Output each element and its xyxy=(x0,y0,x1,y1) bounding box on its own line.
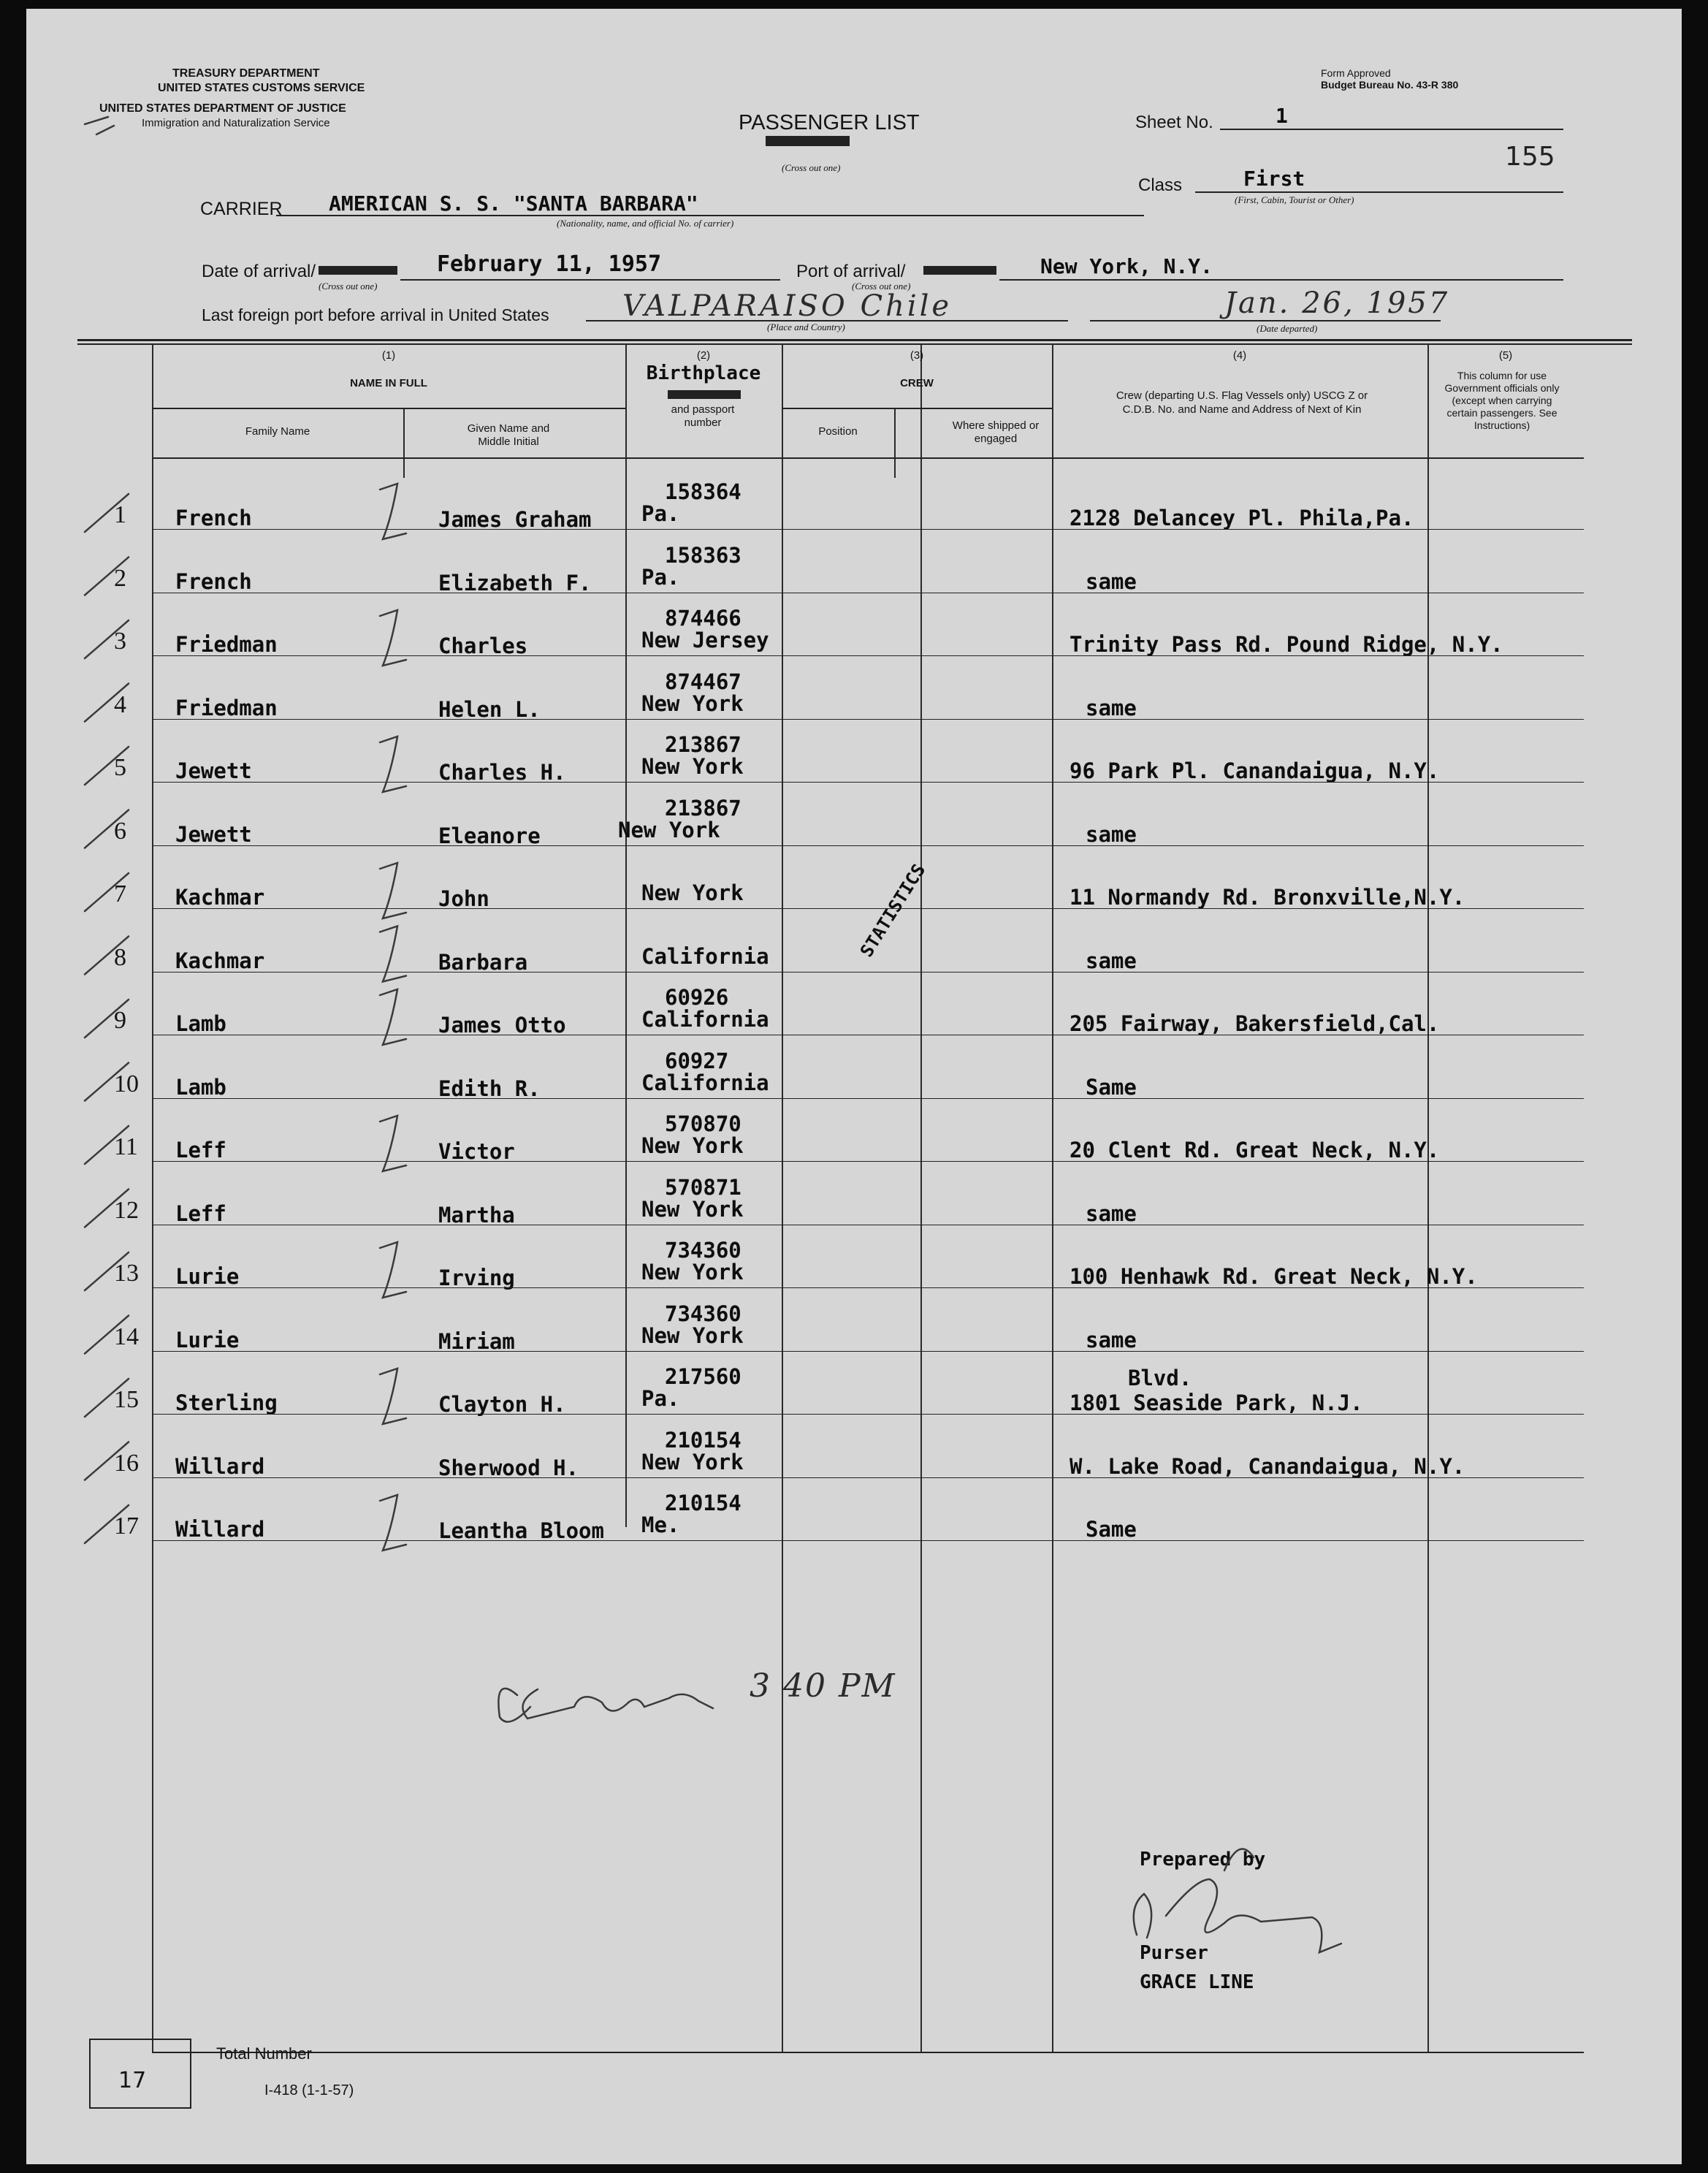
passport-number: 158364 xyxy=(665,479,741,504)
grace-line: GRACE LINE xyxy=(1140,1971,1254,1993)
row-check-mark xyxy=(85,1379,129,1417)
sheet-number: 1 xyxy=(1276,104,1288,128)
passport-number: 874466 xyxy=(665,606,741,631)
checker-tick xyxy=(380,1116,406,1171)
family-name: French xyxy=(175,568,252,594)
birthplace: Pa. xyxy=(641,501,680,526)
next-of-kin-address: same xyxy=(1086,568,1137,594)
passport-number: 60926 xyxy=(665,985,729,1010)
handwritten-time: 3 40 PM xyxy=(750,1667,896,1705)
row-check-mark xyxy=(85,1505,129,1543)
family-name: French xyxy=(175,506,252,530)
immigration-service: Immigration and Naturalization Service xyxy=(142,117,330,129)
sheet-label: Sheet No. xyxy=(1135,113,1213,132)
row-number: 6 xyxy=(114,817,126,845)
passport-number: 158363 xyxy=(665,542,741,568)
col5-number: (5) xyxy=(1498,349,1513,362)
next-of-kin-address: Same xyxy=(1086,1517,1137,1542)
address-note: Blvd. xyxy=(1128,1366,1192,1390)
last-port-label: Last foreign port before arrival in United States xyxy=(202,305,549,324)
customs-signature xyxy=(498,1689,713,1722)
col5-title: This column for use Government officials only (except when carrying certain passengers. See Instructions) xyxy=(1444,370,1560,431)
birthplace: California xyxy=(641,943,769,969)
row-number: 5 xyxy=(114,754,126,781)
next-of-kin-address: 1801 Seaside Park, N.J. xyxy=(1070,1390,1363,1415)
birthplace: California xyxy=(641,1007,769,1032)
given-name: Martha xyxy=(438,1202,515,1228)
next-of-kin-address: 20 Clent Rd. Great Neck, N.Y. xyxy=(1070,1138,1440,1162)
given-name: Irving xyxy=(438,1266,515,1290)
passport-number: 570870 xyxy=(665,1111,741,1136)
birthplace: California xyxy=(641,1070,769,1095)
total-label: Total Number xyxy=(216,2044,312,2063)
next-of-kin-address: same xyxy=(1086,821,1137,847)
row-check-mark xyxy=(85,1000,129,1038)
col1-title: NAME IN FULL xyxy=(350,377,427,389)
next-of-kin-address: 96 Park Pl. Canandaigua, N.Y. xyxy=(1070,758,1440,783)
row-check-mark xyxy=(85,684,129,722)
passenger-list-sheet: TREASURY DEPARTMENT UNITED STATES CUSTOMS SERVICE UNITED STATES DEPARTMENT OF JUSTICE Immigration and Naturalization Service Form Approved Budget Bureau No. 43-R 380 PASSENGER LIST (Cross out one) Sheet No. 1 155 Class First (First, Cabin, Tourist or Other) CARRIER AMERICAN S. S. "SANTA BARBARA" (Nationality, name, and official No. of carrier) Date of arrival/ February 11, 1957 (Cross out one) Port of arrival/ New York, N.Y. (Cross out one) Last foreign port before arrival in United States VALPARAISO Chile (Place and Country) Jan. 26, 1957 (Date departed) (1) NAME IN FULL Family Name Given Name and Middle Initial (2) Birthplace and passport number (3) CREW Position Where shipped or engaged (4) Crew (departing U.S. Flag Vessels only) USCG Z or C.D.B. No. and Name and Address of Next of Kin (5) This column for use Government officials only (except when carrying certain passengers. See Instructions) 1 French James Graham 158364 Pa. 2128 Delancey Pl. Phila,Pa. 2 French Elizabeth F. 158363 Pa. same 3 Friedman Charles 874466 New Jersey Trinity Pass Rd. Pound Ridge, N.Y. 4 Friedman Helen L. 874467 New York same 5 Jewett Charles H. 213867 New York 96 Park Pl. Canandaigua, N.Y. 6 Jewett Eleanore 213867 New York same 7 Kachmar John New York 11 Normandy Rd. Bronxville,N.Y. 8 Kachmar Barbara California same 9 Lamb James Otto 60926 California 205 Fairway, Bakersfield,Cal. 10 Lamb Edith R. 60927 California Same 11 Leff Victor 570870 New York 20 Clent Rd. Great Neck, N.Y. 12 Leff Martha 570871 New York same 13 Lurie Irving 734360 New York 100 Henhawk Rd. Great Neck, N.Y. 14 Lurie Miriam 734360 New York same 15 Sterling Clayton H. 217560 Pa. 1801 Seaside Park, N.J. Blvd. 16 Willard Sherwood H. 210154 New York W. Lake Road, Canandaigua, N.Y. 17 Willard Leantha Bloom 210154 Me. Same STATISTICS 3 40 PM Prepared by Purser GRACE LINE 17 Total Number I-418 (1-1-57) xyxy=(26,9,1682,2164)
position-header: Position xyxy=(818,425,858,438)
col2-number: (2) xyxy=(696,349,711,362)
row-number: 9 xyxy=(114,1007,126,1034)
birthplace: Me. xyxy=(641,1512,680,1537)
row-number: 7 xyxy=(114,880,126,907)
family-name: Lamb xyxy=(175,1011,226,1036)
given-name: Charles xyxy=(438,633,528,658)
row-number: 10 xyxy=(114,1070,139,1097)
checker-tick xyxy=(380,1495,406,1550)
passport-number: 213867 xyxy=(665,795,741,821)
family-name: Lurie xyxy=(175,1264,240,1289)
col2-subtitle: and passport number xyxy=(671,403,735,429)
col3-number: (3) xyxy=(910,349,924,362)
row-number: 3 xyxy=(114,628,126,655)
family-name: Willard xyxy=(175,1517,265,1542)
family-name: Kachmar xyxy=(175,948,265,973)
row-number: 16 xyxy=(114,1449,139,1477)
col4-number: (4) xyxy=(1232,349,1247,362)
row-number: 1 xyxy=(114,501,126,528)
next-of-kin-address: Same xyxy=(1086,1074,1137,1100)
row-number: 8 xyxy=(114,943,126,971)
checker-tick xyxy=(380,1242,406,1298)
checker-tick xyxy=(380,484,406,539)
row-check-mark xyxy=(85,810,129,848)
col3-title: CREW xyxy=(900,377,934,389)
row-check-mark xyxy=(85,1252,129,1290)
family-name: Sterling xyxy=(175,1390,278,1415)
col4-title: Crew (departing U.S. Flag Vessels only) USCG Z or C.D.B. No. and Name and Address of Next of Kin xyxy=(1116,389,1368,416)
row-number: 13 xyxy=(114,1260,139,1287)
birthplace: New York xyxy=(641,1449,744,1474)
row-check-mark xyxy=(85,1063,129,1101)
row-check-mark xyxy=(85,873,129,911)
class-value: First xyxy=(1243,167,1305,191)
checker-tick xyxy=(380,610,406,666)
carrier-hint: (Nationality, name, and official No. of carrier) xyxy=(557,218,734,229)
row-number: 11 xyxy=(114,1133,138,1160)
row-check-mark xyxy=(85,1126,129,1164)
family-name: Lamb xyxy=(175,1074,226,1100)
birthplace: New York xyxy=(641,754,744,779)
family-name-header: Family Name xyxy=(245,425,310,438)
passport-number: 210154 xyxy=(665,1427,741,1453)
class-label: Class xyxy=(1138,175,1183,195)
given-name: John xyxy=(438,886,489,911)
given-name: Victor xyxy=(438,1139,515,1164)
checker-tick xyxy=(380,1369,406,1424)
row-number: 15 xyxy=(114,1386,139,1413)
row-number: 12 xyxy=(114,1196,139,1224)
class-hint: (First, Cabin, Tourist or Other) xyxy=(1235,194,1354,205)
purser-signature xyxy=(1134,1849,1341,1952)
date-of-arrival-label: Date of arrival/ xyxy=(202,262,316,281)
row-check-mark xyxy=(85,1442,129,1480)
treasury-department: TREASURY DEPARTMENT xyxy=(172,67,320,80)
family-name: Leff xyxy=(175,1138,226,1162)
family-name: Lurie xyxy=(175,1327,240,1352)
checker-tick xyxy=(380,737,406,792)
given-name: James Otto xyxy=(438,1013,566,1038)
cross-out-hint: (Cross out one) xyxy=(782,162,841,173)
birthplace: New York xyxy=(641,1133,744,1158)
birthplace: Pa. xyxy=(641,1386,680,1411)
carrier-label: CARRIER xyxy=(200,199,283,219)
row-check-mark xyxy=(85,937,129,975)
given-name: Leantha Bloom xyxy=(438,1518,604,1543)
row-number: 14 xyxy=(114,1323,139,1350)
checker-tick xyxy=(380,989,406,1045)
row-check-mark xyxy=(85,557,129,595)
department-of-justice: UNITED STATES DEPARTMENT OF JUSTICE xyxy=(99,102,346,115)
family-name: Leff xyxy=(175,1200,226,1226)
given-name: Eleanore xyxy=(438,823,541,848)
row-check-mark xyxy=(85,747,129,785)
row-check-mark xyxy=(85,494,129,532)
pen-marks xyxy=(26,9,1682,2164)
passport-number: 570871 xyxy=(665,1174,741,1200)
next-of-kin-address: same xyxy=(1086,1327,1137,1352)
date-departed-hint: (Date departed) xyxy=(1257,323,1318,334)
passport-number: 60927 xyxy=(665,1048,729,1073)
passport-number: 213867 xyxy=(665,732,741,757)
date-of-arrival: February 11, 1957 xyxy=(437,251,662,277)
place-hint: (Place and Country) xyxy=(767,321,845,332)
row-check-mark xyxy=(85,620,129,658)
passport-number: 217560 xyxy=(665,1364,741,1389)
birthplace: New York xyxy=(618,817,720,842)
family-name: Willard xyxy=(175,1453,265,1479)
row-number: 17 xyxy=(114,1512,139,1540)
next-of-kin-address: same xyxy=(1086,1200,1137,1226)
next-of-kin-address: 205 Fairway, Bakersfield,Cal. xyxy=(1070,1011,1440,1036)
passport-number: 210154 xyxy=(665,1491,741,1515)
next-of-kin-address: 11 Normandy Rd. Bronxville,N.Y. xyxy=(1070,885,1465,910)
form-code: I-418 (1-1-57) xyxy=(264,2082,354,2098)
given-name: Helen L. xyxy=(438,696,541,722)
family-name: Jewett xyxy=(175,821,252,847)
col1-number: (1) xyxy=(381,349,396,362)
budget-bureau: Budget Bureau No. 43-R 380 xyxy=(1321,79,1459,91)
total-value: 17 xyxy=(118,2068,147,2093)
given-name: Clayton H. xyxy=(438,1392,566,1417)
carrier-value: AMERICAN S. S. "SANTA BARBARA" xyxy=(329,191,698,216)
port-of-arrival-label: Port of arrival/ xyxy=(796,262,906,281)
family-name: Jewett xyxy=(175,758,252,783)
next-of-kin-address: 2128 Delancey Pl. Phila,Pa. xyxy=(1070,506,1414,530)
given-name: Barbara xyxy=(438,949,528,975)
given-name: Elizabeth F. xyxy=(438,570,592,595)
row-check-mark xyxy=(85,1316,129,1354)
passport-number: 734360 xyxy=(665,1238,741,1263)
birthplace: New York xyxy=(641,1196,744,1222)
checker-tick xyxy=(380,863,406,918)
given-name: Charles H. xyxy=(438,760,566,785)
given-name: Sherwood H. xyxy=(438,1455,579,1480)
given-name: Edith R. xyxy=(438,1076,541,1101)
margin-tick-marks xyxy=(85,117,114,134)
row-check-mark xyxy=(85,1190,129,1228)
row-number: 2 xyxy=(114,564,126,592)
birthplace: New York xyxy=(641,690,744,716)
birthplace: New York xyxy=(641,1260,744,1285)
next-of-kin-address: W. Lake Road, Canandaigua, N.Y. xyxy=(1070,1453,1465,1479)
passport-number: 874467 xyxy=(665,669,741,694)
customs-service: UNITED STATES CUSTOMS SERVICE xyxy=(158,82,365,94)
shipped-header: Where shipped or engaged xyxy=(952,419,1040,445)
birthplace: Pa. xyxy=(641,564,680,590)
purser-label: Purser xyxy=(1140,1942,1208,1964)
prepared-by: Prepared by xyxy=(1140,1849,1266,1871)
birthplace: New York xyxy=(641,880,744,905)
given-name: Miriam xyxy=(438,1328,515,1354)
next-of-kin-address: same xyxy=(1086,695,1137,720)
form-title: PASSENGER LIST xyxy=(739,111,920,134)
birthplace: New Jersey xyxy=(641,628,769,652)
family-name: Friedman xyxy=(175,695,278,720)
next-of-kin-address: 100 Henhawk Rd. Great Neck, N.Y. xyxy=(1070,1264,1478,1289)
form-approved: Form Approved xyxy=(1321,67,1391,79)
passport-number: 734360 xyxy=(665,1301,741,1326)
family-name: Kachmar xyxy=(175,885,265,910)
family-name: Friedman xyxy=(175,632,278,657)
given-name: James Graham xyxy=(438,507,592,532)
next-of-kin-address: same xyxy=(1086,948,1137,973)
col2-title: Birthplace xyxy=(646,362,761,384)
row-number: 4 xyxy=(114,690,126,718)
port-of-arrival: New York, N.Y. xyxy=(1040,254,1213,278)
last-port-value: VALPARAISO Chile xyxy=(622,289,953,323)
birthplace: New York xyxy=(641,1323,744,1348)
next-of-kin-address: Trinity Pass Rd. Pound Ridge, N.Y. xyxy=(1070,632,1503,657)
date-departed-value: Jan. 26, 1957 xyxy=(1224,286,1450,320)
statistics-stamp: STATISTICS xyxy=(856,860,930,961)
checker-tick xyxy=(380,926,406,982)
given-name-header: Given Name and Middle Initial xyxy=(467,422,550,448)
page-number: 155 xyxy=(1505,142,1555,172)
